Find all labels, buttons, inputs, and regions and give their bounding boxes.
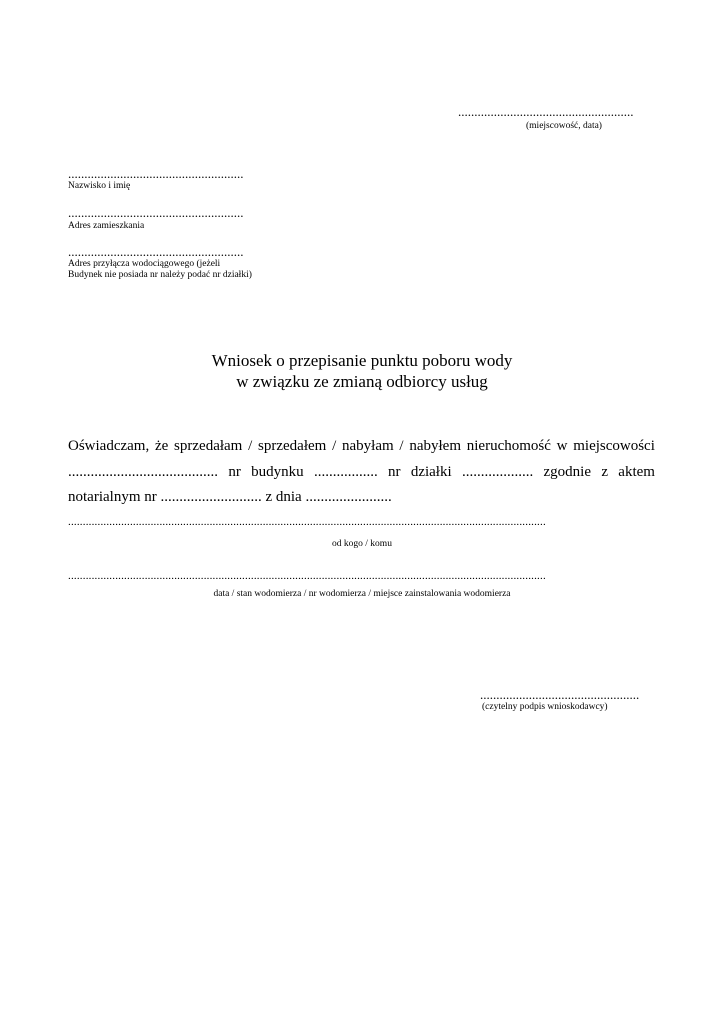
statement-word: ........................................ (68, 464, 218, 480)
document-title-line-2: w związku ze zmianą odbiorcy usług (236, 372, 488, 391)
statement-word: budynku (251, 464, 304, 480)
statement-word: zgodnie (543, 464, 591, 480)
statement-word: ................... (461, 464, 534, 480)
statement-word: miejscowości (573, 438, 655, 454)
statement-word: z (601, 464, 608, 480)
statement-word: aktem (618, 464, 655, 480)
statement-word: nr (228, 464, 241, 480)
signature-line: ................................................. (480, 687, 640, 702)
statement-word: Oświadczam, (68, 438, 150, 454)
name-line: ...................................................... (68, 166, 244, 181)
address-line: ...................................................... (68, 205, 244, 220)
document-title-line-1: Wniosek o przepisanie punktu poboru wody (211, 351, 513, 370)
connection-address-label-1: Adres przyłącza wodociągowego (jeżeli (68, 259, 221, 269)
statement-line-1 (68, 438, 655, 455)
statement-line-2 (68, 464, 655, 481)
statement-word: działki (410, 464, 452, 480)
place-date-caption: (miejscowość, data) (526, 121, 602, 131)
connection-address-line: ...................................................... (68, 244, 244, 259)
statement-line-3: notarialnym nr ........................... z dnia ....................... (68, 489, 392, 505)
statement-word: w (556, 438, 568, 454)
statement-word: / (248, 438, 253, 454)
statement-word: nabyłem (409, 438, 461, 454)
statement-word: że (154, 438, 169, 454)
statement-word: ................. (313, 464, 378, 480)
address-label: Adres zamieszkania (68, 221, 145, 231)
statement-word: sprzedałam (174, 438, 243, 454)
statement-word: / (399, 438, 404, 454)
statement-word: sprzedałem (258, 438, 327, 454)
from-to-caption: od kogo / komu (332, 539, 392, 549)
connection-address-label-2: Budynek nie posiada nr należy podać nr działki) (68, 270, 252, 280)
name-label: Nazwisko i imię (68, 181, 131, 191)
meter-line: .................................................................................................................................................................. (68, 570, 546, 582)
statement-word: nr (388, 464, 401, 480)
signature-caption: (czytelny podpis wnioskodawcy) (482, 702, 608, 712)
place-date-line: ...................................................... (458, 104, 634, 119)
statement-word: / (332, 438, 337, 454)
statement-word: nabyłam (342, 438, 394, 454)
statement-word: nieruchomość (466, 438, 551, 454)
from-to-line: .................................................................................................................................................................. (68, 516, 546, 528)
meter-caption: data / stan wodomierza / nr wodomierza / miejsce zainstalowania wodomierza (213, 589, 511, 599)
